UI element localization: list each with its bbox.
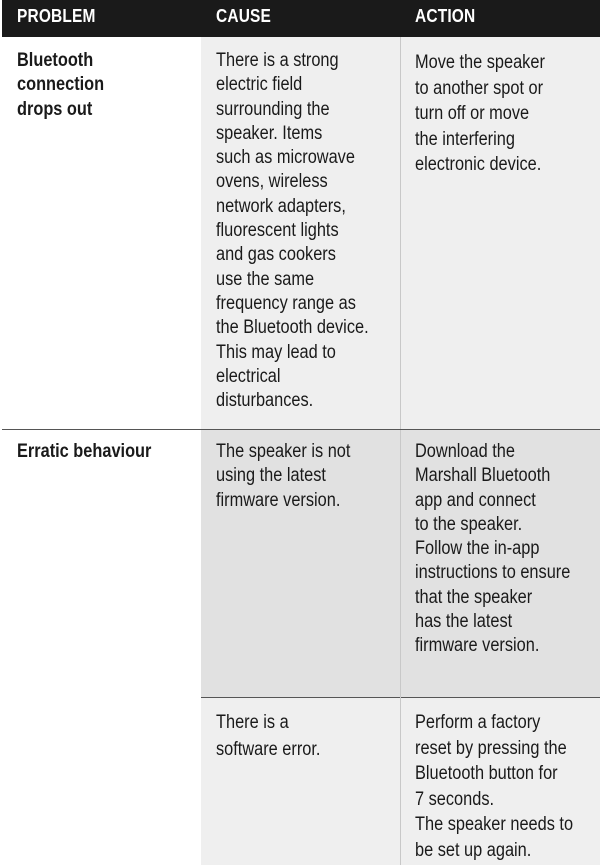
troubleshooting-table xyxy=(2,0,600,865)
column-divider xyxy=(400,430,401,865)
column-divider xyxy=(400,37,401,429)
table-header xyxy=(2,0,600,37)
header-action: ACTION xyxy=(415,6,476,26)
row2-problem-text: Erratic behaviour xyxy=(17,441,152,462)
row3-action-text: Perform a factory reset by pressing the Bluetooth button for 7 seconds. The speaker needs to be set up again. xyxy=(415,712,574,861)
row2-cause-text: The speaker is not using the latest firmware version. xyxy=(216,441,351,511)
row-divider xyxy=(2,429,600,430)
row1-cause-text: There is a strong electric field surrounding the speaker. Items such as microwave ovens, wireless network adapters, fluorescent lights and gas cookers use the same frequency range as the Bluetooth device. This may lead to electrical disturbances. xyxy=(216,50,369,412)
header-problem: PROBLEM xyxy=(17,6,96,26)
row3-cause-text: There is a software error. xyxy=(216,712,321,760)
row1-action-text: Move the speaker to another spot or turn off or move the interfering electronic device. xyxy=(415,52,545,175)
header-cause: CAUSE xyxy=(216,6,272,26)
row1-problem-text: Bluetooth connection drops out xyxy=(17,50,105,120)
row2-action-text: Download the Marshall Bluetooth app and connect to the speaker. Follow the in-app instructions to ensure that the speaker has the latest firmware version. xyxy=(415,441,571,657)
row2-problem-cell xyxy=(2,430,201,865)
